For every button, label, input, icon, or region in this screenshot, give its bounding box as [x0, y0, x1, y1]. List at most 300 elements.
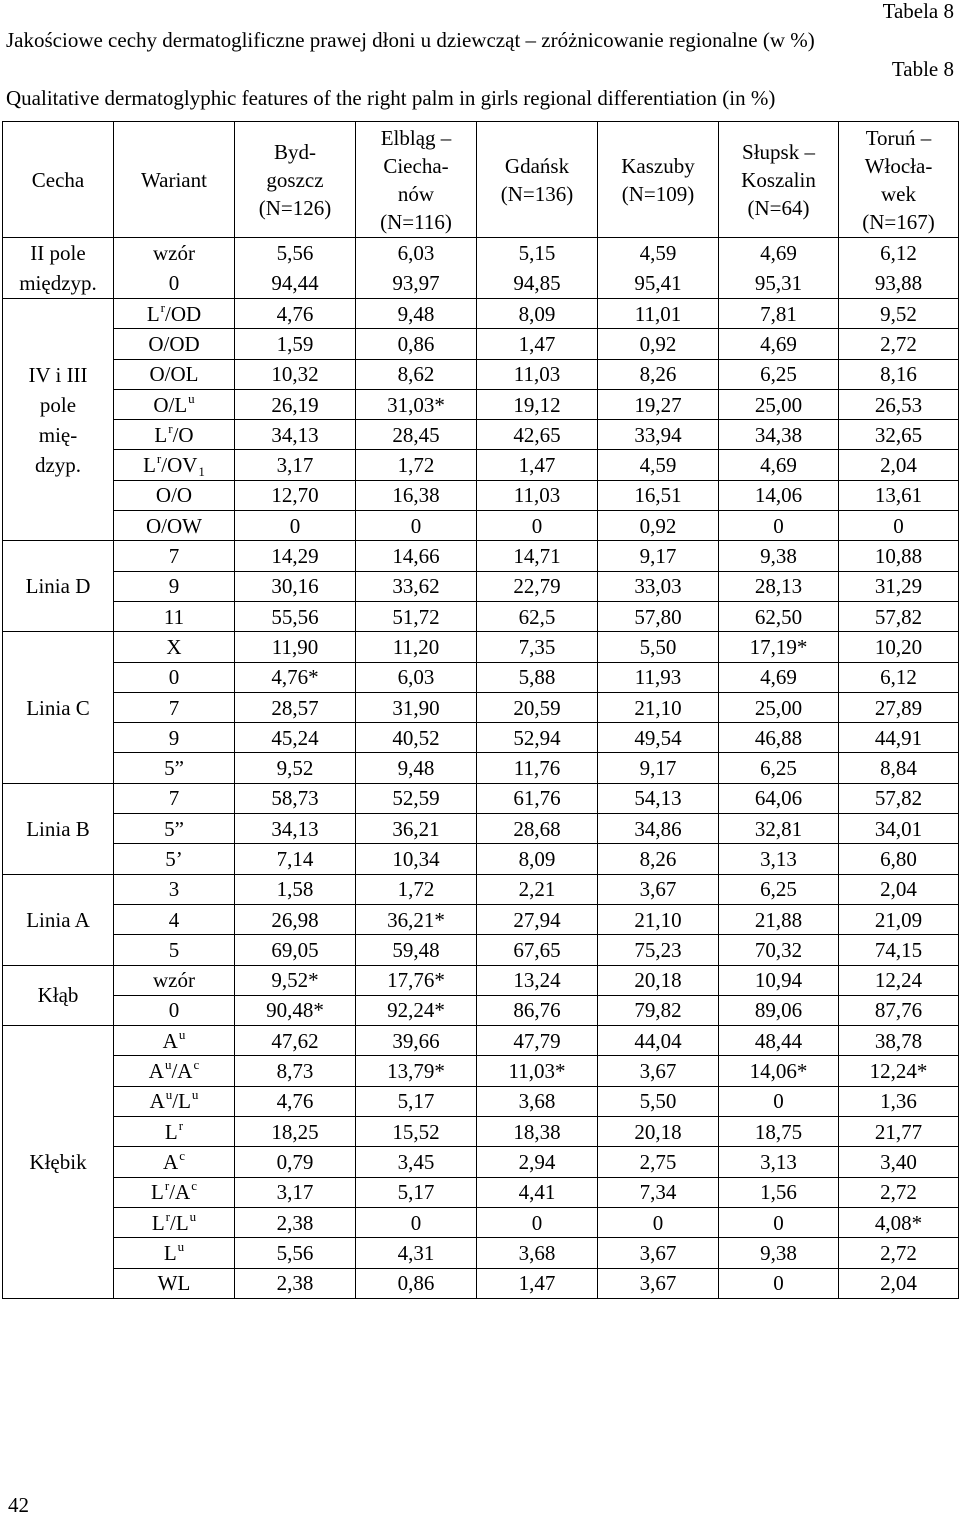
variant-cell: O/O	[114, 480, 235, 510]
value-cell: 7,34	[598, 1177, 719, 1207]
table-row	[3, 1026, 959, 1056]
value-cell: 94,44	[235, 268, 356, 299]
value-cell: 14,66	[356, 541, 477, 571]
value-cell: 0	[235, 511, 356, 541]
variant-cell: O/OD	[114, 329, 235, 359]
value-cell: 17,19*	[719, 632, 839, 662]
value-cell: 34,13	[235, 420, 356, 450]
value-cell: 26,53	[839, 389, 959, 419]
table-row	[3, 692, 959, 722]
value-cell: 32,81	[719, 814, 839, 844]
value-cell: 31,90	[356, 692, 477, 722]
value-cell: 0	[719, 1268, 839, 1298]
value-cell: 1,47	[477, 1268, 598, 1298]
value-cell: 0	[356, 1207, 477, 1237]
value-cell: 2,04	[839, 450, 959, 480]
value-cell: 36,21	[356, 814, 477, 844]
value-cell: 4,76	[235, 299, 356, 329]
variant-cell: $L^r/OV_1$	[114, 450, 235, 480]
value-cell: 7,81	[719, 299, 839, 329]
value-cell: 52,94	[477, 723, 598, 753]
variant-cell: 0	[114, 662, 235, 692]
variant-cell: wzór	[114, 965, 235, 995]
value-cell: 4,69	[719, 662, 839, 692]
value-cell: 4,69	[719, 329, 839, 359]
value-cell: 3,68	[477, 1086, 598, 1116]
value-cell: 8,62	[356, 359, 477, 389]
feature-label: Linia D	[3, 541, 114, 632]
value-cell: 11,93	[598, 662, 719, 692]
value-cell: 39,66	[356, 1026, 477, 1056]
value-cell: 31,29	[839, 571, 959, 601]
value-cell: 8,09	[477, 299, 598, 329]
feature-label: Linia A	[3, 874, 114, 965]
variant-cell: 9	[114, 571, 235, 601]
value-cell: 25,00	[719, 389, 839, 419]
value-cell: 9,17	[598, 541, 719, 571]
table-row	[3, 1268, 959, 1298]
value-cell: 74,15	[839, 935, 959, 965]
data-table	[2, 121, 959, 1299]
variant-cell: 7	[114, 541, 235, 571]
value-cell: 8,84	[839, 753, 959, 783]
value-cell: 58,73	[235, 783, 356, 813]
variant-cell: 0	[114, 268, 235, 299]
value-cell: 48,44	[719, 1026, 839, 1056]
value-cell: 4,41	[477, 1177, 598, 1207]
value-cell: 2,04	[839, 874, 959, 904]
variant-cell: O/OW	[114, 511, 235, 541]
value-cell: 2,38	[235, 1207, 356, 1237]
table-number-en: Table 8	[891, 57, 954, 81]
value-cell: 20,59	[477, 692, 598, 722]
value-cell: 44,91	[839, 723, 959, 753]
value-cell: 10,88	[839, 541, 959, 571]
variant-cell: WL	[114, 1268, 235, 1298]
value-cell: 6,12	[839, 238, 959, 269]
variant-cell: $A^u$	[114, 1026, 235, 1056]
value-cell: 18,38	[477, 1117, 598, 1147]
value-cell: 11,01	[598, 299, 719, 329]
value-cell: 13,61	[839, 480, 959, 510]
value-cell: 2,38	[235, 1268, 356, 1298]
value-cell: 12,24*	[839, 1056, 959, 1086]
value-cell: 14,06*	[719, 1056, 839, 1086]
table-row	[3, 1238, 959, 1268]
value-cell: 87,76	[839, 995, 959, 1025]
header-region-4: Słupsk – Koszalin (N=64)	[719, 122, 839, 238]
table-row	[3, 844, 959, 874]
value-cell: 3,67	[598, 1056, 719, 1086]
value-cell: 13,24	[477, 965, 598, 995]
value-cell: 32,65	[839, 420, 959, 450]
value-cell: 11,03	[477, 359, 598, 389]
variant-cell: 5”	[114, 753, 235, 783]
value-cell: 57,80	[598, 601, 719, 631]
variant-cell: X	[114, 632, 235, 662]
variant-cell: 7	[114, 783, 235, 813]
value-cell: 5,56	[235, 1238, 356, 1268]
value-cell: 0	[719, 511, 839, 541]
value-cell: 57,82	[839, 601, 959, 631]
value-cell: 1,56	[719, 1177, 839, 1207]
value-cell: 0	[719, 1207, 839, 1237]
value-cell: 7,35	[477, 632, 598, 662]
value-cell: 8,26	[598, 844, 719, 874]
value-cell: 6,25	[719, 359, 839, 389]
value-cell: 11,20	[356, 632, 477, 662]
value-cell: 21,77	[839, 1117, 959, 1147]
value-cell: 8,16	[839, 359, 959, 389]
table-row	[3, 753, 959, 783]
value-cell: 10,94	[719, 965, 839, 995]
table-row	[3, 1086, 959, 1116]
value-cell: 5,17	[356, 1177, 477, 1207]
value-cell: 79,82	[598, 995, 719, 1025]
value-cell: 5,17	[356, 1086, 477, 1116]
value-cell: 6,80	[839, 844, 959, 874]
value-cell: 9,48	[356, 299, 477, 329]
value-cell: 17,76*	[356, 965, 477, 995]
value-cell: 0	[356, 511, 477, 541]
feature-label: II pole międzyp.	[3, 238, 114, 299]
table-row	[3, 511, 959, 541]
header-region-5: Toruń – Włocła- wek (N=167)	[839, 122, 959, 238]
table-row	[3, 783, 959, 813]
table-row	[3, 541, 959, 571]
value-cell: 93,97	[356, 268, 477, 299]
value-cell: 1,72	[356, 450, 477, 480]
variant-cell: 5’	[114, 844, 235, 874]
table-row	[3, 359, 959, 389]
value-cell: 0,92	[598, 329, 719, 359]
table-row	[3, 268, 959, 299]
value-cell: 34,38	[719, 420, 839, 450]
variant-cell: wzór	[114, 238, 235, 269]
value-cell: 9,52	[235, 753, 356, 783]
value-cell: 26,98	[235, 904, 356, 934]
header-region-0: Byd- goszcz (N=126)	[235, 122, 356, 238]
value-cell: 3,13	[719, 1147, 839, 1177]
value-cell: 11,03*	[477, 1056, 598, 1086]
value-cell: 6,03	[356, 238, 477, 269]
value-cell: 4,08*	[839, 1207, 959, 1237]
value-cell: 3,67	[598, 874, 719, 904]
value-cell: 69,05	[235, 935, 356, 965]
header-region-1: Elbląg – Ciecha- nów (N=116)	[356, 122, 477, 238]
page-number: 42	[8, 1493, 29, 1517]
value-cell: 3,67	[598, 1238, 719, 1268]
value-cell: 46,88	[719, 723, 839, 753]
value-cell: 20,18	[598, 1117, 719, 1147]
value-cell: 10,32	[235, 359, 356, 389]
variant-cell: 3	[114, 874, 235, 904]
value-cell: 1,59	[235, 329, 356, 359]
value-cell: 18,25	[235, 1117, 356, 1147]
value-cell: 21,10	[598, 904, 719, 934]
value-cell: 1,58	[235, 874, 356, 904]
value-cell: 61,76	[477, 783, 598, 813]
value-cell: 9,48	[356, 753, 477, 783]
value-cell: 1,47	[477, 450, 598, 480]
value-cell: 0,86	[356, 1268, 477, 1298]
value-cell: 3,40	[839, 1147, 959, 1177]
value-cell: 0	[719, 1086, 839, 1116]
variant-cell: $L^r$	[114, 1117, 235, 1147]
variant-cell: 9	[114, 723, 235, 753]
value-cell: 67,65	[477, 935, 598, 965]
value-cell: 59,48	[356, 935, 477, 965]
value-cell: 0	[477, 511, 598, 541]
variant-cell: 11	[114, 601, 235, 631]
value-cell: 0	[839, 511, 959, 541]
value-cell: 27,89	[839, 692, 959, 722]
value-cell: 5,15	[477, 238, 598, 269]
value-cell: 9,52*	[235, 965, 356, 995]
value-cell: 16,38	[356, 480, 477, 510]
table-row	[3, 723, 959, 753]
value-cell: 25,00	[719, 692, 839, 722]
value-cell: 4,76	[235, 1086, 356, 1116]
value-cell: 54,13	[598, 783, 719, 813]
variant-cell: 5”	[114, 814, 235, 844]
value-cell: 19,12	[477, 389, 598, 419]
value-cell: 13,79*	[356, 1056, 477, 1086]
value-cell: 21,88	[719, 904, 839, 934]
feature-label: Linia B	[3, 783, 114, 874]
feature-label: Kłębik	[3, 1026, 114, 1299]
variant-cell: $A^u/A^c$	[114, 1056, 235, 1086]
value-cell: 94,85	[477, 268, 598, 299]
value-cell: 42,65	[477, 420, 598, 450]
value-cell: 4,31	[356, 1238, 477, 1268]
value-cell: 11,90	[235, 632, 356, 662]
table-row	[3, 299, 959, 329]
value-cell: 8,09	[477, 844, 598, 874]
value-cell: 28,68	[477, 814, 598, 844]
value-cell: 90,48*	[235, 995, 356, 1025]
value-cell: 33,03	[598, 571, 719, 601]
table-row	[3, 420, 959, 450]
value-cell: 62,50	[719, 601, 839, 631]
value-cell: 15,52	[356, 1117, 477, 1147]
value-cell: 10,34	[356, 844, 477, 874]
value-cell: 4,59	[598, 450, 719, 480]
variant-cell: O/OL	[114, 359, 235, 389]
value-cell: 93,88	[839, 268, 959, 299]
value-cell: 55,56	[235, 601, 356, 631]
variant-cell: $A^c$	[114, 1147, 235, 1177]
value-cell: 3,68	[477, 1238, 598, 1268]
table-row	[3, 480, 959, 510]
variant-cell: $L^r/A^c$	[114, 1177, 235, 1207]
value-cell: 4,69	[719, 238, 839, 269]
value-cell: 86,76	[477, 995, 598, 1025]
value-cell: 6,25	[719, 753, 839, 783]
table-title-pl: Jakościowe cechy dermatoglificzne prawej dłoni u dziewcząt – zróżnicowanie regionalne (w %)	[6, 28, 815, 52]
value-cell: 12,70	[235, 480, 356, 510]
value-cell: 1,72	[356, 874, 477, 904]
value-cell: 40,52	[356, 723, 477, 753]
value-cell: 2,72	[839, 329, 959, 359]
value-cell: 9,38	[719, 541, 839, 571]
value-cell: 19,27	[598, 389, 719, 419]
value-cell: 8,26	[598, 359, 719, 389]
table-row	[3, 814, 959, 844]
value-cell: 95,31	[719, 268, 839, 299]
value-cell: 21,10	[598, 692, 719, 722]
table-row	[3, 329, 959, 359]
value-cell: 16,51	[598, 480, 719, 510]
value-cell: 70,32	[719, 935, 839, 965]
header-wariant: Wariant	[114, 122, 235, 238]
value-cell: 5,50	[598, 632, 719, 662]
value-cell: 27,94	[477, 904, 598, 934]
value-cell: 47,79	[477, 1026, 598, 1056]
table-row	[3, 1147, 959, 1177]
value-cell: 5,50	[598, 1086, 719, 1116]
value-cell: 47,62	[235, 1026, 356, 1056]
value-cell: 33,94	[598, 420, 719, 450]
value-cell: 2,75	[598, 1147, 719, 1177]
header-row	[3, 122, 959, 238]
feature-label: Linia C	[3, 632, 114, 783]
table-row	[3, 662, 959, 692]
header-region-2: Gdańsk (N=136)	[477, 122, 598, 238]
value-cell: 5,88	[477, 662, 598, 692]
value-cell: 30,16	[235, 571, 356, 601]
value-cell: 20,18	[598, 965, 719, 995]
value-cell: 8,73	[235, 1056, 356, 1086]
variant-cell: 0	[114, 995, 235, 1025]
value-cell: 28,45	[356, 420, 477, 450]
variant-cell: 7	[114, 692, 235, 722]
value-cell: 57,82	[839, 783, 959, 813]
value-cell: 75,23	[598, 935, 719, 965]
table-row	[3, 632, 959, 662]
value-cell: 31,03*	[356, 389, 477, 419]
value-cell: 33,62	[356, 571, 477, 601]
value-cell: 34,13	[235, 814, 356, 844]
header-cecha: Cecha	[3, 122, 114, 238]
feature-label: Kłąb	[3, 965, 114, 1026]
value-cell: 14,06	[719, 480, 839, 510]
value-cell: 0	[598, 1207, 719, 1237]
table-title-en: Qualitative dermatoglyphic features of the right palm in girls regional differentiation (in %)	[6, 86, 776, 110]
table-row	[3, 995, 959, 1025]
table-row	[3, 935, 959, 965]
value-cell: 28,13	[719, 571, 839, 601]
table-row	[3, 904, 959, 934]
table-number-pl: Tabela 8	[882, 0, 954, 23]
variant-cell: $L^u$	[114, 1238, 235, 1268]
value-cell: 38,78	[839, 1026, 959, 1056]
value-cell: 14,29	[235, 541, 356, 571]
variant-cell: 5	[114, 935, 235, 965]
value-cell: 9,17	[598, 753, 719, 783]
value-cell: 18,75	[719, 1117, 839, 1147]
value-cell: 7,14	[235, 844, 356, 874]
variant-cell: $L^r/OD$	[114, 299, 235, 329]
value-cell: 34,86	[598, 814, 719, 844]
value-cell: 6,03	[356, 662, 477, 692]
value-cell: 51,72	[356, 601, 477, 631]
variant-cell: $A^u/L^u$	[114, 1086, 235, 1116]
value-cell: 1,47	[477, 329, 598, 359]
value-cell: 0,92	[598, 511, 719, 541]
table-row	[3, 389, 959, 419]
value-cell: 1,36	[839, 1086, 959, 1116]
table-row	[3, 1207, 959, 1237]
value-cell: 6,25	[719, 874, 839, 904]
value-cell: 11,03	[477, 480, 598, 510]
value-cell: 62,5	[477, 601, 598, 631]
table-row	[3, 238, 959, 269]
value-cell: 2,72	[839, 1238, 959, 1268]
variant-cell: 4	[114, 904, 235, 934]
variant-cell: $L^r/L^u$	[114, 1207, 235, 1237]
value-cell: 4,76*	[235, 662, 356, 692]
value-cell: 3,67	[598, 1268, 719, 1298]
value-cell: 9,52	[839, 299, 959, 329]
value-cell: 4,59	[598, 238, 719, 269]
value-cell: 11,76	[477, 753, 598, 783]
table-row	[3, 450, 959, 480]
value-cell: 3,13	[719, 844, 839, 874]
value-cell: 12,24	[839, 965, 959, 995]
header-region-3: Kaszuby (N=109)	[598, 122, 719, 238]
variant-cell: $L^r/O$	[114, 420, 235, 450]
value-cell: 21,09	[839, 904, 959, 934]
value-cell: 52,59	[356, 783, 477, 813]
value-cell: 0,86	[356, 329, 477, 359]
value-cell: 0,79	[235, 1147, 356, 1177]
value-cell: 34,01	[839, 814, 959, 844]
value-cell: 5,56	[235, 238, 356, 269]
value-cell: 3,45	[356, 1147, 477, 1177]
table-row	[3, 874, 959, 904]
value-cell: 6,12	[839, 662, 959, 692]
variant-cell: $O/L^u$	[114, 389, 235, 419]
value-cell: 10,20	[839, 632, 959, 662]
value-cell: 89,06	[719, 995, 839, 1025]
table-row	[3, 1056, 959, 1086]
value-cell: 45,24	[235, 723, 356, 753]
table-row	[3, 965, 959, 995]
value-cell: 36,21*	[356, 904, 477, 934]
table-row	[3, 1117, 959, 1147]
table-row	[3, 1177, 959, 1207]
value-cell: 14,71	[477, 541, 598, 571]
value-cell: 3,17	[235, 450, 356, 480]
value-cell: 22,79	[477, 571, 598, 601]
value-cell: 2,04	[839, 1268, 959, 1298]
value-cell: 64,06	[719, 783, 839, 813]
table-row	[3, 601, 959, 631]
value-cell: 95,41	[598, 268, 719, 299]
value-cell: 92,24*	[356, 995, 477, 1025]
value-cell: 28,57	[235, 692, 356, 722]
table-row	[3, 571, 959, 601]
value-cell: 2,94	[477, 1147, 598, 1177]
value-cell: 3,17	[235, 1177, 356, 1207]
value-cell: 9,38	[719, 1238, 839, 1268]
value-cell: 26,19	[235, 389, 356, 419]
feature-label: IV i III pole mię- dzyp.	[3, 299, 114, 541]
value-cell: 2,72	[839, 1177, 959, 1207]
value-cell: 0	[477, 1207, 598, 1237]
value-cell: 44,04	[598, 1026, 719, 1056]
